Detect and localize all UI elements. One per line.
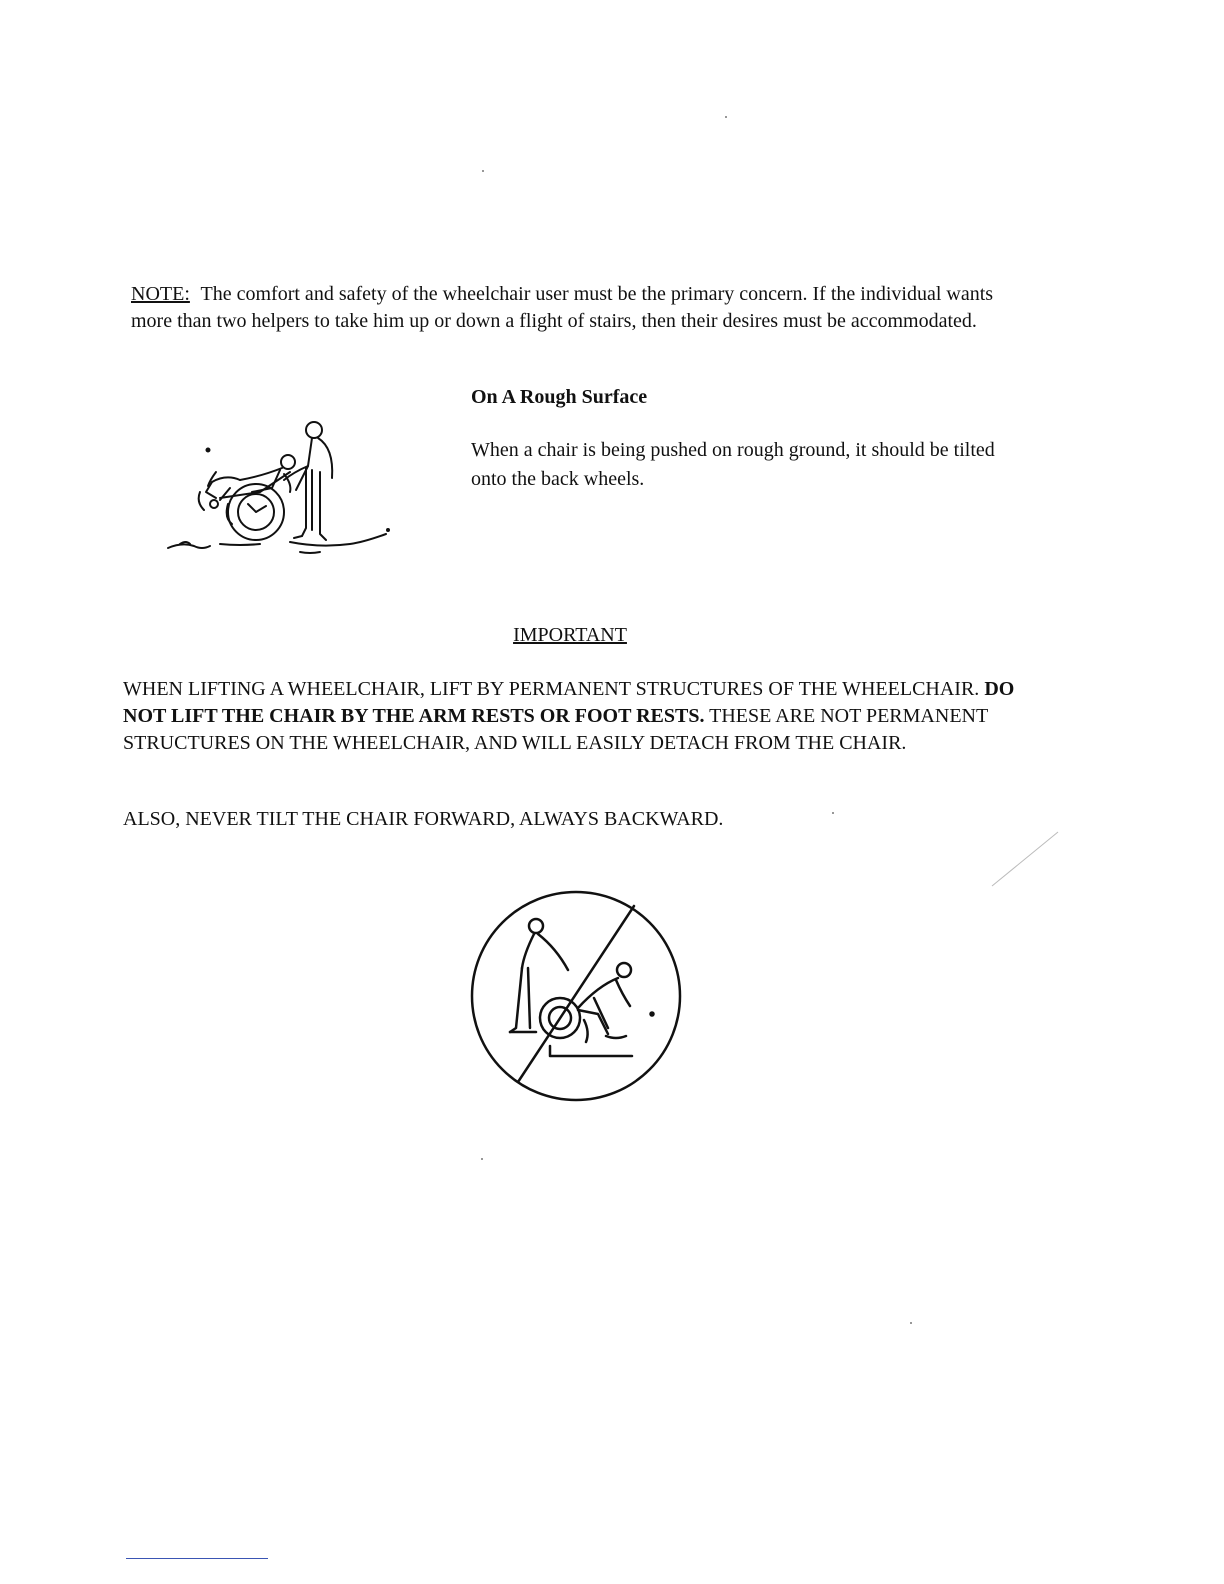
footnote-rule — [126, 1558, 268, 1559]
scan-speck — [832, 812, 834, 814]
rough-surface-heading: On A Rough Surface — [471, 386, 648, 408]
scan-speck — [481, 1158, 483, 1160]
rough-surface-body: When a chair is being pushed on rough ground, it should be tilted onto the back wheels. — [471, 439, 995, 490]
never-tilt-forward-text: ALSO, NEVER TILT THE CHAIR FORWARD, ALWAYS BACKWARD. — [123, 808, 724, 830]
note-text: The comfort and safety of the wheelchair user must be the primary concern. If the individual wants more than two helpers to take him up or down a flight of stairs, then their desires must be accommodated. — [131, 283, 994, 332]
scan-speck — [725, 116, 727, 118]
no-forward-tilt-icon — [466, 886, 686, 1106]
lifting-warning-paragraph — [123, 676, 1023, 757]
scan-stroke — [990, 830, 1060, 890]
scan-speck — [910, 1322, 912, 1324]
note-label: NOTE: — [131, 283, 190, 305]
scan-speck — [482, 170, 484, 172]
warning-bold-text: DO NOT LIFT THE CHAIR BY THE ARM RESTS OR FOOT RESTS. — [123, 678, 1015, 727]
important-heading: IMPORTANT — [513, 624, 627, 646]
wheelchair-tilted-back-illustration-icon — [160, 412, 400, 562]
warning-text-part1: WHEN LIFTING A WHEELCHAIR, LIFT BY PERMANENT STRUCTURES OF THE WHEELCHAIR. — [123, 678, 980, 700]
note-paragraph — [131, 281, 1011, 335]
warning-text-part2: THESE ARE NOT PERMANENT STRUCTURES ON THE WHEELCHAIR, AND WILL EASILY DETACH FROM THE CHAIR. — [123, 705, 988, 754]
